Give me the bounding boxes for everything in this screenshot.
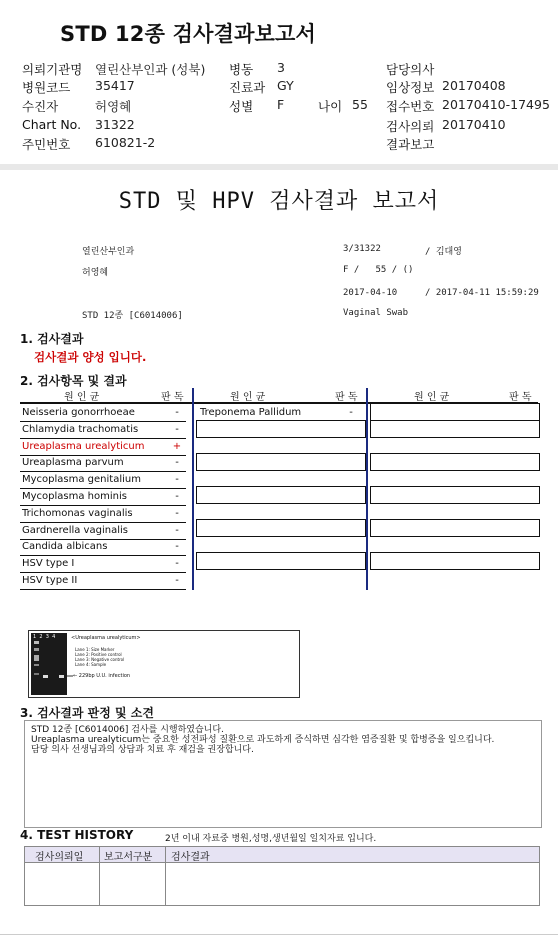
value-clinical-info: 20170408	[442, 78, 506, 93]
label-department: 진료과	[229, 80, 266, 95]
row-divider	[20, 572, 186, 573]
result-item-value: -	[175, 558, 179, 569]
gel-electrophoresis-image	[28, 630, 300, 698]
history-col-divider	[99, 863, 100, 905]
report-date-reported: / 2017-04-11 15:59:29	[425, 288, 539, 298]
result-item-name: HSV type II	[22, 575, 78, 586]
result-item-name: Ureaplasma parvum	[22, 457, 124, 468]
gel-band-label: ← 229bp U.U. infection	[73, 673, 131, 679]
value-patient: 허영혜	[95, 99, 132, 114]
section1-result: 검사결과 양성 입니다.	[34, 350, 147, 364]
gel-title: <Ureaplasma urealyticum>	[71, 635, 141, 641]
row-divider	[20, 555, 186, 556]
gel-legend-item: Lane 2: Positive control	[75, 652, 122, 657]
result-item-value: -	[175, 508, 179, 519]
empty-result-box	[370, 486, 540, 504]
row-divider	[20, 438, 186, 439]
report-code: 3/31322	[343, 244, 381, 254]
gel-band	[34, 655, 39, 661]
label-request-date: 검사의뢰	[386, 119, 435, 134]
result-item-name: Neisseria gonorrhoeae	[22, 407, 135, 418]
result-item-name: Gardnerella vaginalis	[22, 525, 128, 536]
header-separator	[0, 164, 558, 170]
col2-pathogen: 원 인 균	[230, 392, 266, 403]
report-header	[0, 0, 558, 165]
gel-band	[59, 675, 64, 678]
page-title: STD 12종 검사결과보고서	[60, 22, 317, 46]
results-table-header	[20, 388, 538, 404]
report-date-received: 2017-04-10	[343, 288, 398, 298]
label-ward: 병동	[229, 62, 254, 77]
history-table-body	[25, 863, 539, 905]
row-divider	[20, 421, 186, 422]
result-item-name: Mycoplasma genitalium	[22, 474, 141, 485]
result-item-value: -	[175, 407, 179, 418]
report-specimen: Vaginal Swab	[343, 308, 409, 318]
label-chart-no: Chart No.	[22, 117, 82, 132]
label-sex: 성별	[229, 99, 254, 114]
empty-result-box	[196, 486, 366, 504]
history-col-request-date: 검사의뢰일	[35, 852, 84, 863]
section1-heading: 1. 검사결과	[20, 332, 84, 346]
section4-heading: 4. TEST HISTORY	[20, 828, 134, 842]
section2-heading: 2. 검사항목 및 결과	[20, 374, 127, 388]
label-institution: 의뢰기관명	[22, 62, 83, 77]
history-note: 2년 이내 자료중 병원,성명,생년월일 일치자료 입니다.	[165, 834, 377, 844]
label-receipt-no: 접수번호	[386, 99, 435, 114]
report-test-name: STD 12종 [C6014006]	[82, 311, 183, 321]
gel-band	[34, 673, 39, 675]
opinion-box	[24, 720, 542, 828]
section3-heading: 3. 검사결과 판정 및 소견	[20, 706, 154, 720]
history-col-result: 검사결과	[171, 852, 210, 863]
result-item-name: Trichomonas vaginalis	[22, 508, 133, 519]
row-divider	[20, 522, 186, 523]
history-table-header	[25, 847, 539, 863]
result-item-name: Chlamydia trachomatis	[22, 424, 139, 435]
value-resident-no: 610821-2	[95, 135, 156, 150]
empty-result-box	[370, 519, 540, 537]
col1-pathogen: 원 인 균	[64, 392, 100, 403]
row-divider	[20, 455, 186, 456]
result-item-name: Ureaplasma urealyticum	[22, 441, 145, 452]
result-item-value: -	[175, 474, 179, 485]
result-item-value: +	[172, 441, 182, 452]
opinion-line: 담당 의사 선생님과의 상담과 치료 후 재검을 권장합니다.	[31, 745, 254, 755]
value-chart-no: 31322	[95, 117, 135, 132]
empty-result-box	[196, 552, 366, 570]
value-receipt-no: 20170410-17495	[442, 97, 550, 112]
col2-result: 판 독	[335, 392, 358, 403]
result-item-value: -	[175, 491, 179, 502]
label-resident-no: 주민번호	[22, 137, 71, 152]
label-age: 나이	[318, 99, 343, 114]
value-institution: 열린산부인과 (성북)	[95, 62, 206, 77]
gel-legend-item: Lane 1: Size Marker	[75, 647, 115, 652]
column-divider	[192, 388, 194, 590]
col3-result: 판 독	[509, 392, 532, 403]
gel-band	[34, 664, 39, 666]
result-item-value: -	[175, 541, 179, 552]
empty-result-box	[370, 403, 540, 421]
gel-band	[34, 641, 39, 644]
gel-band	[34, 648, 39, 651]
column-divider	[366, 388, 368, 590]
value-sex: F	[277, 97, 285, 112]
gel-legend-item: Lane 4: Sample	[75, 662, 107, 667]
history-col-divider	[99, 847, 100, 862]
report-sex-age: F / 55 / ()	[343, 265, 414, 275]
empty-result-box	[196, 420, 366, 438]
value-hospital-code: 35417	[95, 78, 135, 93]
empty-result-box	[196, 519, 366, 537]
col2-item-result: -	[349, 407, 353, 418]
page-bottom-line	[0, 934, 558, 935]
row-divider	[20, 488, 186, 489]
opinion-line: STD 12종 [C6014006] 검사를 시행하였습니다.	[31, 725, 224, 735]
result-item-value: -	[175, 525, 179, 536]
result-item-name: Candida albicans	[22, 541, 108, 552]
row-divider	[20, 505, 186, 506]
label-patient: 수진자	[22, 99, 59, 114]
row-divider	[20, 589, 186, 590]
label-clinical-info: 임상정보	[386, 80, 435, 95]
label-hospital-code: 병원코드	[22, 80, 71, 95]
row-divider	[20, 471, 186, 472]
col3-pathogen: 원 인 균	[414, 392, 450, 403]
history-col-report-type: 보고서구분	[104, 852, 153, 863]
gel-legend	[75, 647, 124, 667]
result-item-value: -	[175, 575, 179, 586]
report-doctor: / 김대영	[425, 247, 462, 257]
gel-image-svg	[29, 631, 299, 697]
gel-legend-item: Lane 3: Negative control	[75, 657, 125, 662]
empty-result-box	[370, 552, 540, 570]
opinion-line: Ureaplasma urealyticum는 중요한 성전파성 질환으로 과도하게 증식하면 심각한 염증질환 및 합병증을 일으킵니다.	[31, 735, 495, 745]
label-report: 결과보고	[386, 137, 435, 152]
report-hospital: 열린산부인과	[82, 247, 135, 257]
gel-band	[43, 675, 48, 678]
report-title: STD 및 HPV 검사결과 보고서	[118, 189, 440, 214]
history-table	[24, 846, 540, 906]
row-divider	[20, 539, 186, 540]
result-item-value: -	[175, 424, 179, 435]
col1-result: 판 독	[161, 392, 184, 403]
gel-lane-numbers: 1 2 3 4	[33, 634, 56, 640]
history-col-divider	[165, 863, 166, 905]
empty-result-box	[370, 453, 540, 471]
empty-result-box	[370, 420, 540, 438]
result-item-name: HSV type I	[22, 558, 75, 569]
label-doctor: 담당의사	[386, 62, 435, 77]
report-patient: 허영혜	[82, 268, 109, 278]
result-item-name: Mycoplasma hominis	[22, 491, 127, 502]
value-department: GY	[277, 78, 294, 93]
empty-result-box	[196, 453, 366, 471]
value-request-date: 20170410	[442, 117, 506, 132]
result-item-value: -	[175, 457, 179, 468]
value-ward: 3	[277, 60, 285, 75]
col2-item-name: Treponema Pallidum	[200, 407, 302, 418]
history-col-divider	[165, 847, 166, 862]
value-age: 55	[352, 97, 368, 112]
